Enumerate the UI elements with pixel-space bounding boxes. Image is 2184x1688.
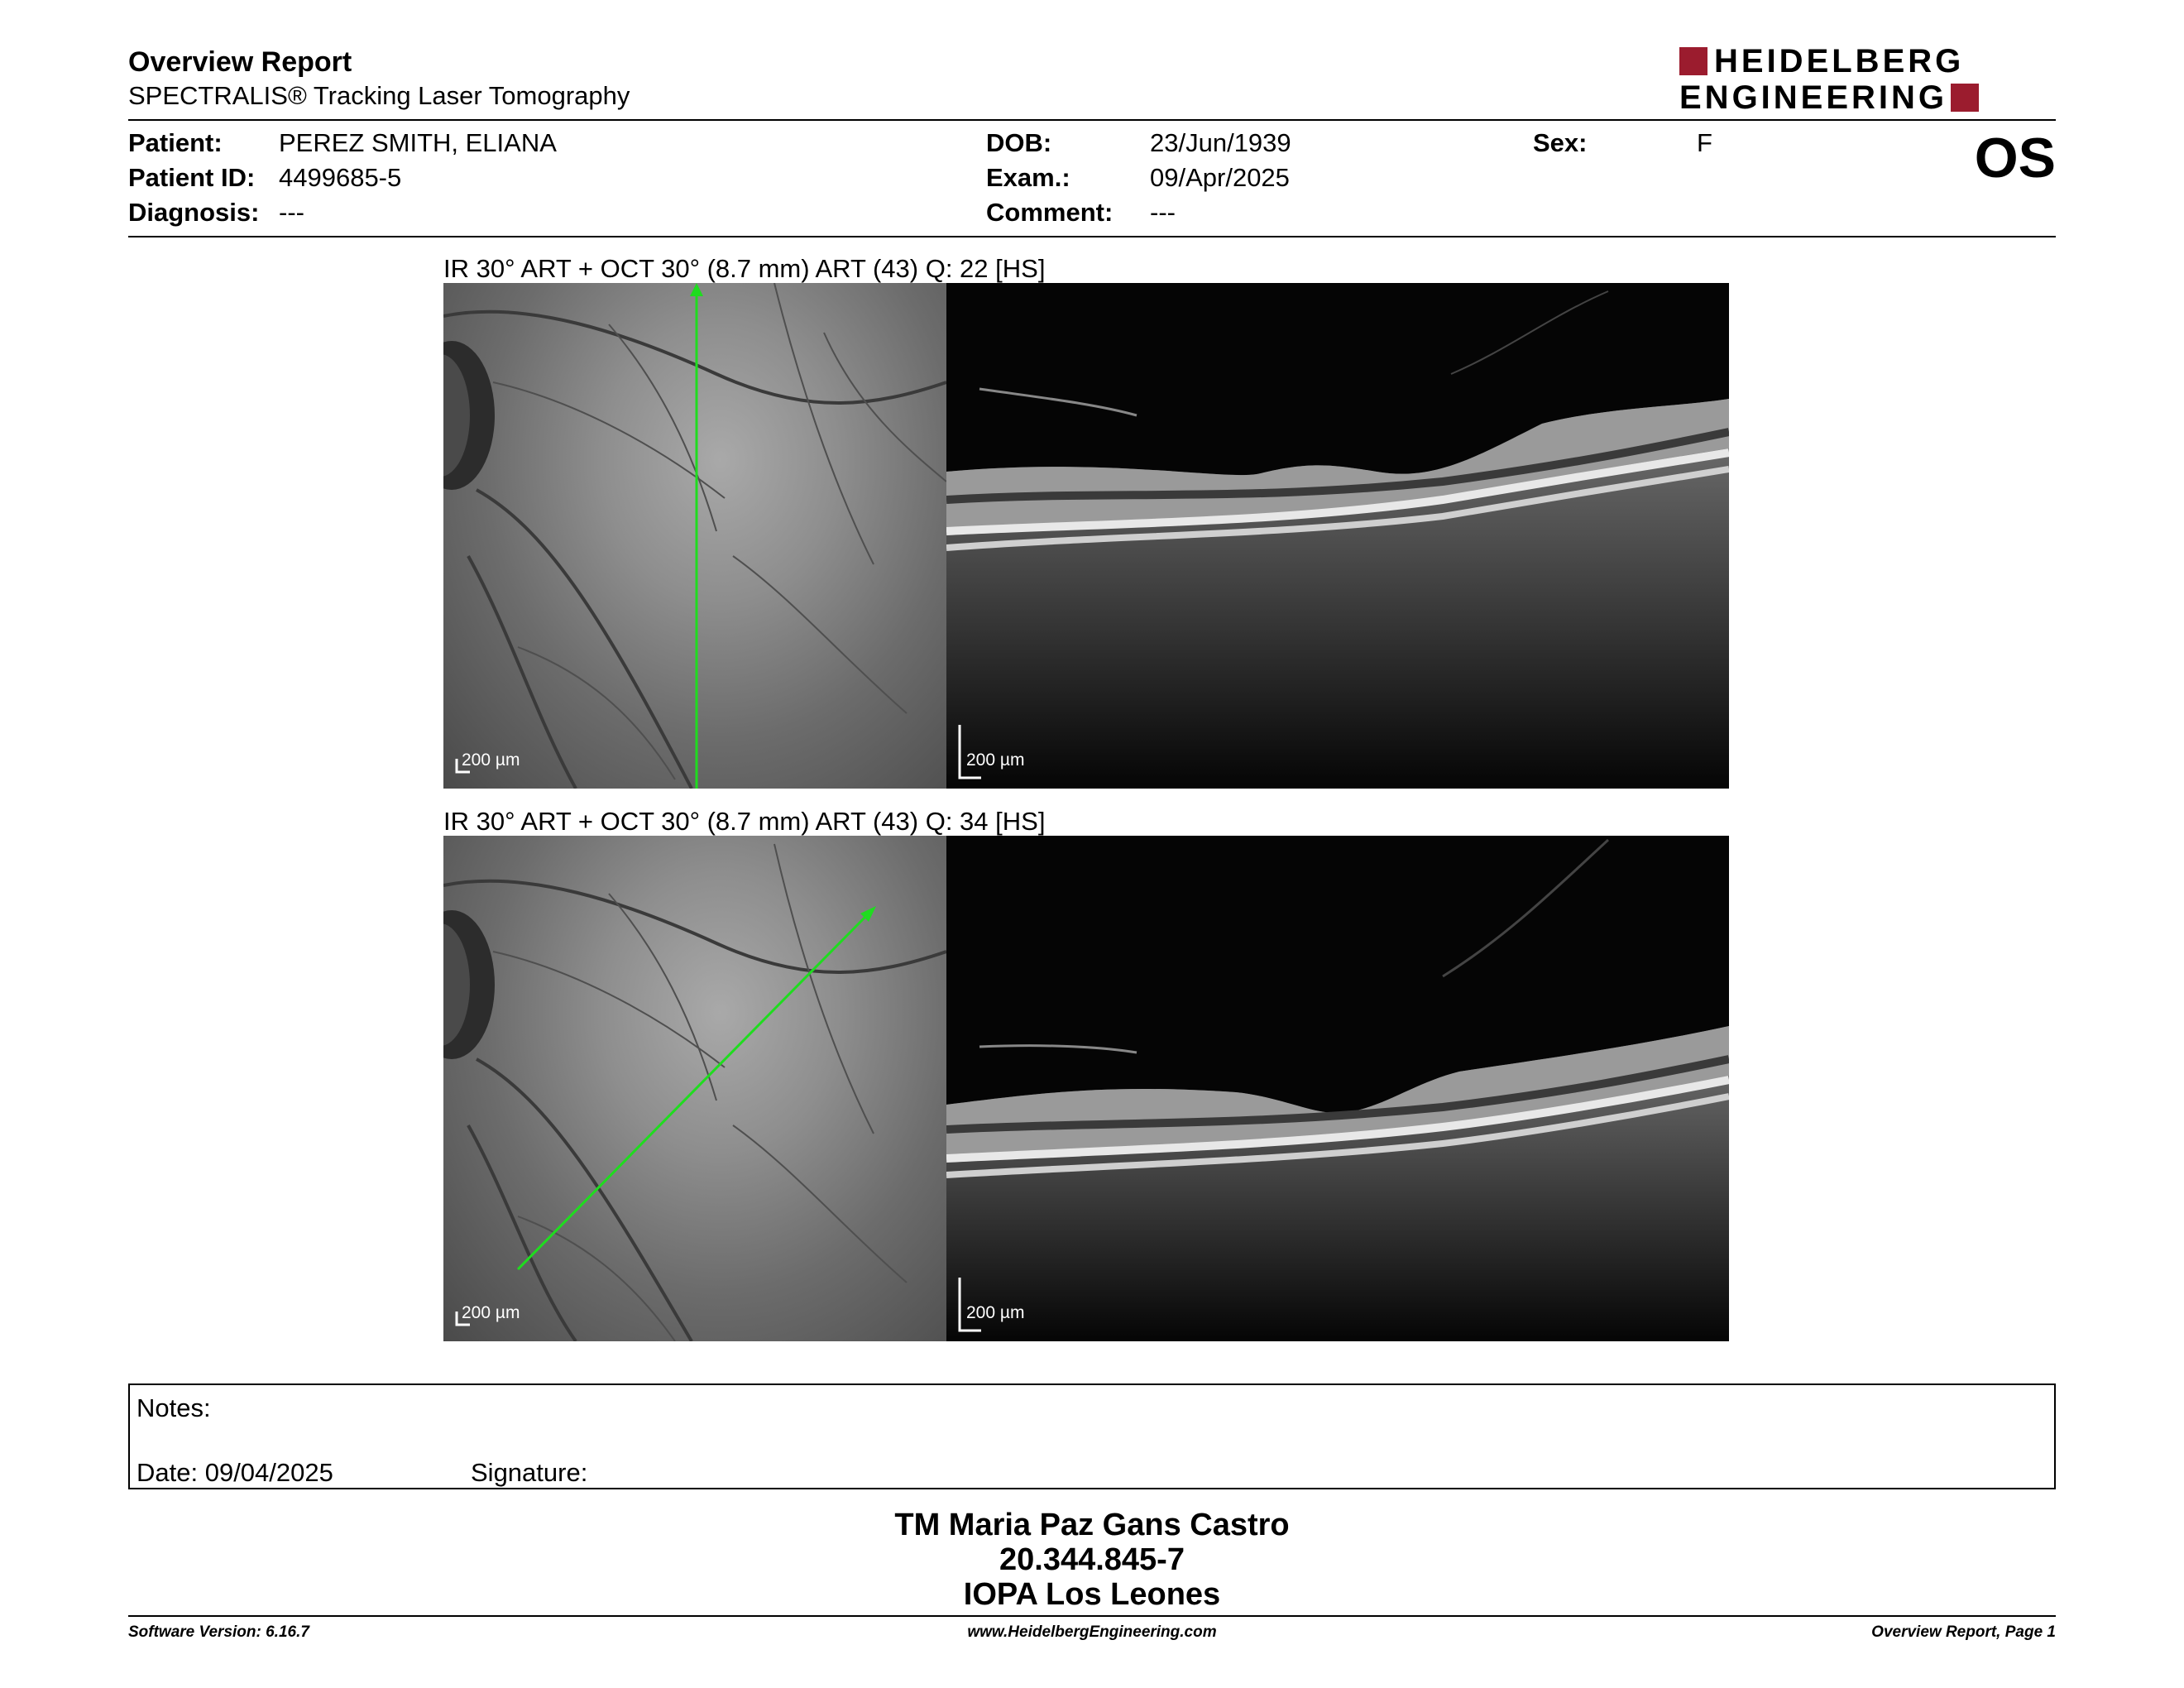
- report-subtitle: SPECTRALIS® Tracking Laser Tomography: [128, 81, 630, 110]
- scan-2-fundus-image: [443, 836, 946, 1341]
- exam-value: 09/Apr/2025: [1150, 163, 1290, 192]
- page-indicator: Overview Report, Page 1: [1871, 1623, 2056, 1641]
- footer-divider: [128, 1615, 2056, 1617]
- scan-1-fundus-scalebar: 200 µm: [462, 750, 520, 770]
- scan-2-panel: [443, 836, 1729, 1341]
- logo-line-1: HEIDELBERG: [1679, 46, 1964, 76]
- signer-id: 20.344.845-7: [999, 1542, 1185, 1577]
- scan-2-oct-scalebar: 200 µm: [966, 1303, 1025, 1322]
- header-divider: [128, 119, 2056, 121]
- signer-name: TM Maria Paz Gans Castro: [894, 1508, 1290, 1542]
- logo-square-icon: [1951, 84, 1979, 112]
- scan-1-label: IR 30° ART + OCT 30° (8.7 mm) ART (43) Q: 22 [HS]: [443, 254, 1046, 283]
- patient-label: Patient:: [128, 128, 223, 157]
- eye-indicator: OS: [1974, 127, 2056, 189]
- website-link[interactable]: www.HeidelbergEngineering.com: [967, 1623, 1217, 1641]
- sex-value: F: [1697, 128, 1712, 157]
- patient-id: 4499685-5: [279, 163, 402, 192]
- sex-label: Sex:: [1533, 128, 1588, 157]
- comment-value: ---: [1150, 198, 1176, 227]
- patient-id-label: Patient ID:: [128, 163, 256, 192]
- scan-1-oct-scalebar: 200 µm: [966, 750, 1025, 770]
- scan-1-scan-line: [443, 283, 946, 789]
- notes-label: Notes:: [136, 1393, 211, 1422]
- scan-1-panel: [443, 283, 1729, 789]
- software-version: Software Version: 6.16.7: [128, 1623, 309, 1641]
- dob-label: DOB:: [986, 128, 1052, 157]
- scan-2-fundus-scalebar: 200 µm: [462, 1303, 520, 1322]
- signer-institution: IOPA Los Leones: [963, 1577, 1221, 1612]
- report-title: Overview Report: [128, 46, 352, 78]
- logo-square-icon: [1679, 47, 1707, 75]
- signature-label: Signature:: [471, 1458, 588, 1487]
- patient-name: PEREZ SMITH, ELIANA: [279, 128, 557, 157]
- patient-divider: [128, 236, 2056, 237]
- exam-label: Exam.:: [986, 163, 1070, 192]
- logo-line-2: ENGINEERING: [1679, 83, 1979, 113]
- diagnosis-label: Diagnosis:: [128, 198, 260, 227]
- scan-1-fundus-image: [443, 283, 946, 789]
- scan-2-label: IR 30° ART + OCT 30° (8.7 mm) ART (43) Q: 34 [HS]: [443, 807, 1046, 836]
- date-label: Date: 09/04/2025: [136, 1458, 333, 1487]
- dob-value: 23/Jun/1939: [1150, 128, 1291, 157]
- heidelberg-logo: [1679, 43, 2057, 116]
- scan-2-oct-image: [946, 836, 1729, 1341]
- comment-label: Comment:: [986, 198, 1114, 227]
- scan-2-scan-line: [443, 836, 946, 1341]
- scan-1-oct-image: [946, 283, 1729, 789]
- diagnosis-value: ---: [279, 198, 304, 227]
- notes-box: [128, 1383, 2056, 1489]
